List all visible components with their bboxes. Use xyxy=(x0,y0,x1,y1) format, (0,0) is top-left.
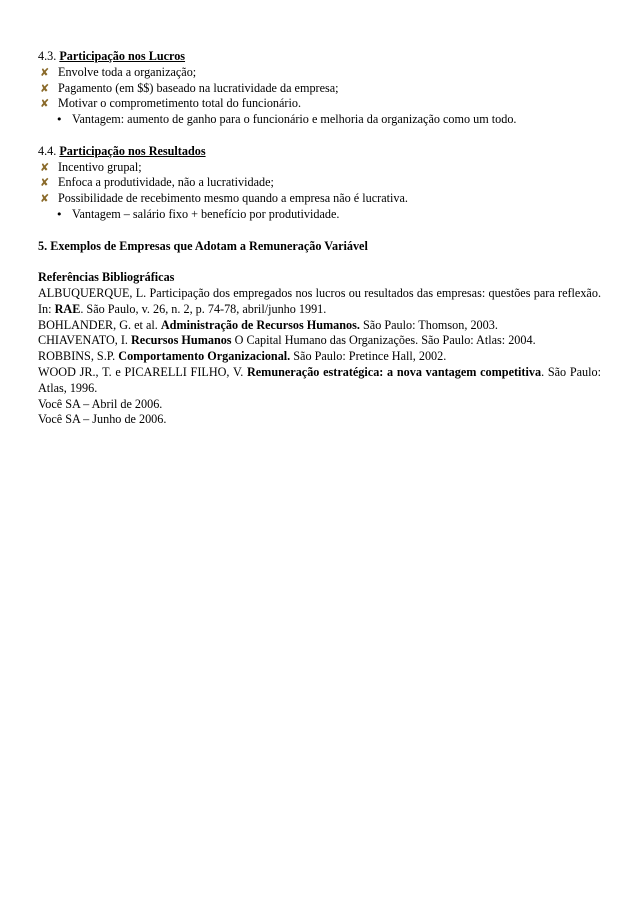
list-item-text: Enfoca a produtividade, não a lucratividade; xyxy=(58,175,274,190)
section-4-3-sublist xyxy=(38,112,601,128)
list-item-text: Possibilidade de recebimento mesmo quando a empresa não é lucrativa. xyxy=(58,191,408,206)
cross-icon: ✘ xyxy=(40,81,50,95)
section-4-3-title: Participação nos Lucros xyxy=(59,49,186,63)
list-item xyxy=(38,81,601,97)
section-4-4-title: Participação nos Resultados xyxy=(59,143,206,158)
section-4-3-number: 4.3. xyxy=(38,49,57,63)
section-4-3-heading xyxy=(38,49,601,65)
cross-icon: ✘ xyxy=(40,192,50,206)
section-4-3-list xyxy=(38,65,601,112)
list-item-text: Pagamento (em $$) baseado na lucratividade da empresa; xyxy=(58,80,339,95)
section-4-4-number: 4.4. xyxy=(38,143,57,158)
reference-entry: Você SA – Junho de 2006. xyxy=(38,412,167,427)
section-4-4-sublist xyxy=(38,207,601,223)
bullet-icon: • xyxy=(56,207,63,221)
reference-entry: ROBBINS, S.P. Comportamento Organizacional. São Paulo: Pretince Hall, 2002. xyxy=(38,349,447,364)
reference-entry: CHIAVENATO, I. Recursos Humanos O Capital Humano das Organizações. São Paulo: Atlas: 2004. xyxy=(38,333,536,348)
references-heading: Referências Bibliográficas xyxy=(38,270,175,285)
list-item xyxy=(38,160,601,176)
document-page xyxy=(38,49,601,428)
section-4-4-list xyxy=(38,160,601,207)
list-item xyxy=(38,96,601,112)
list-item-text: Motivar o comprometimento total do funcionário. xyxy=(58,96,302,111)
section-5-heading: 5. Exemplos de Empresas que Adotam a Remuneração Variável xyxy=(38,238,368,253)
sub-list-item-text: Vantagem – salário fixo + benefício por produtividade. xyxy=(72,206,340,221)
list-item-text: Envolve toda a organização; xyxy=(58,64,197,79)
list-item-text: Incentivo grupal; xyxy=(58,159,142,174)
reference-entry: Você SA – Abril de 2006. xyxy=(38,396,163,411)
sub-list-item xyxy=(38,112,601,128)
cross-icon: ✘ xyxy=(40,97,50,111)
sub-list-item xyxy=(38,207,601,223)
list-item xyxy=(38,65,601,81)
list-item xyxy=(38,191,601,207)
section-4-4-heading xyxy=(38,144,601,160)
list-item xyxy=(38,175,601,191)
cross-icon: ✘ xyxy=(40,160,50,174)
sub-list-item-text: Vantagem: aumento de ganho para o funcionário e melhoria da organização como um todo. xyxy=(72,112,517,127)
reference-entry: BOHLANDER, G. et al. Administração de Recursos Humanos. São Paulo: Thomson, 2003. xyxy=(38,317,498,332)
cross-icon: ✘ xyxy=(40,176,50,190)
reference-entry: ALBUQUERQUE, L. Participação dos empregados nos lucros ou resultados das empresas: questões para reflexão. In: RAE. São Paulo, v. 26, n. 2, p. 74-78, abril/junho 1991. xyxy=(38,285,601,316)
reference-entry: WOOD JR., T. e PICARELLI FILHO, V. Remuneração estratégica: a nova vantagem competitiva. São Paulo: Atlas, 1996. xyxy=(38,364,601,395)
bullet-icon: • xyxy=(56,113,63,127)
cross-icon: ✘ xyxy=(40,65,50,79)
